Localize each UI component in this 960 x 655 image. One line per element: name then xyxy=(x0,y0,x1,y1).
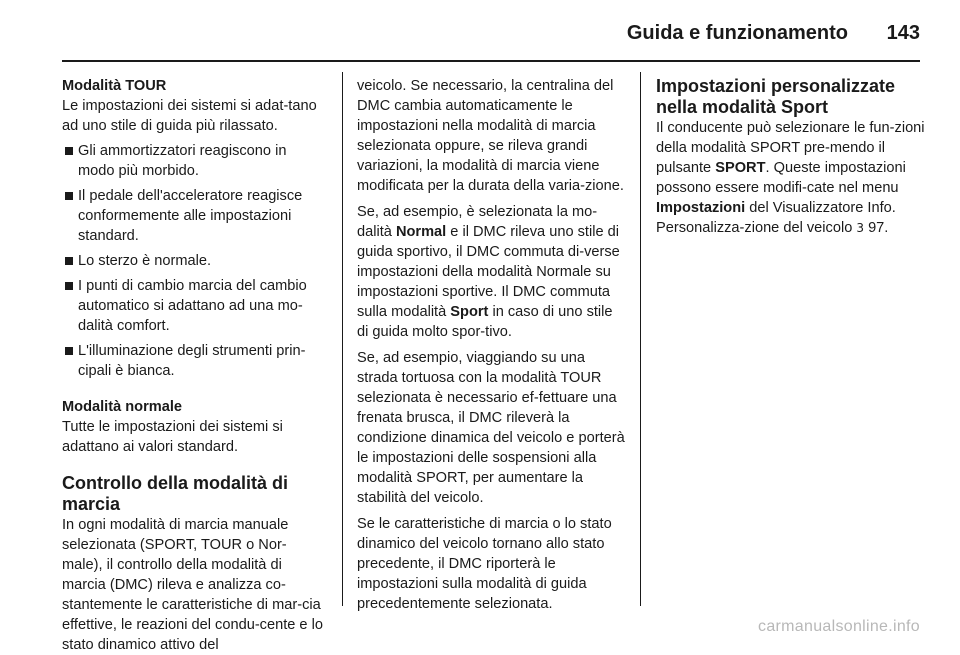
dmc-paragraph-1: veicolo. Se necessario, la centralina del DMC cambia automaticamente le impostazioni nella modalità di marcia selezionata oppure, se rileva grandi variazioni, la modalità di marcia viene modificata per la durata della varia-zione. xyxy=(357,78,624,194)
tour-mode-intro: Le impostazioni dei sistemi si adat-tano ad uno stile di guida più rilassato. xyxy=(62,98,317,134)
sport-settings-text: Il conducente può selezionare le fun-zioni della modalità SPORT pre-mendo il pulsante SPORT. Queste impostazioni possono essere modifi-cate nel menu Impostazioni del Visualizzatore Info. Personalizza-zione del veicolo 3 97. xyxy=(656,120,925,236)
sport-settings-heading: Impostazioni personalizzate nella modalità Sport xyxy=(656,76,896,117)
page-number: 143 xyxy=(886,22,920,44)
bullet-square-icon xyxy=(65,347,73,355)
dmc-paragraph-4: Se le caratteristiche di marcia o lo stato dinamico del veicolo tornano allo stato precedente, il DMC riporterà le impostazioni sulla modalità di guida precedentemente selezionata. xyxy=(357,516,612,612)
list-item: Lo sterzo è normale. xyxy=(62,251,324,271)
dmc-paragraph-3: Se, ad esempio, viaggiando su una strada tortuosa con la modalità TOUR selezionata è necessario ef-fettuare una frenata brusca, il DMC rileverà la condizione dinamica del veicolo e porterà le impostazioni delle sospensioni alla modalità SPORT, per aumentare la stabilità del veicolo. xyxy=(357,350,625,506)
tour-mode-heading: Modalità TOUR xyxy=(62,78,167,94)
settings-menu-label: Impostazioni xyxy=(656,200,746,216)
dmc-text: In ogni modalità di marcia manuale selezionata (SPORT, TOUR o Nor-male), il controllo della modalità di marcia (DMC) rileva e analizza co-stantemente le caratteristiche di mar-cia effettive, le reazioni del condu-cente e lo stato dinamico attivo del xyxy=(62,517,323,653)
column-divider-2 xyxy=(640,72,641,606)
bullet-square-icon xyxy=(65,257,73,265)
header-rule xyxy=(62,60,920,62)
column-2 xyxy=(357,76,627,614)
sport-mode-label: Sport xyxy=(450,304,489,320)
bullet-square-icon xyxy=(65,147,73,155)
sport-button-label: SPORT xyxy=(715,160,766,176)
page-reference-arrow-icon: 3 xyxy=(856,221,865,235)
watermark: carmanualsonline.info xyxy=(758,618,920,635)
bullet-square-icon xyxy=(65,282,73,290)
normal-mode-text: Tutte le impostazioni dei sistemi si adattano ai valori standard. xyxy=(62,419,283,455)
bullet-square-icon xyxy=(65,192,73,200)
normal-mode-label: Normal xyxy=(395,224,447,240)
list-item: L'illuminazione degli strumenti prin-cipali è bianca. xyxy=(62,341,324,381)
dmc-heading: Controllo della modalità di marcia xyxy=(62,473,289,514)
column-3 xyxy=(656,76,926,238)
normal-mode-heading: Modalità normale xyxy=(62,399,183,415)
list-item: I punti di cambio marcia del cambio automatico si adattano ad una mo-dalità comfort. xyxy=(62,276,324,336)
page-header-title: Guida e funzionamento xyxy=(626,22,848,44)
page-reference: 97. xyxy=(864,220,889,236)
tour-mode-list xyxy=(62,141,324,381)
dmc-paragraph-2: Se, ad esempio, è selezionata la mo-dalità Normal e il DMC rileva uno stile di guida sportivo, il DMC commuta di-verse impostazioni della modalità Normale su impostazioni sportive. Il DMC commuta sulla modalità Sport in caso di uno stile di guida molto spor-tivo. xyxy=(357,204,620,340)
list-item: Gli ammortizzatori reagiscono in modo più morbido. xyxy=(62,141,324,181)
column-divider-1 xyxy=(342,72,343,606)
list-item: Il pedale dell'acceleratore reagisce conformemente alle impostazioni standard. xyxy=(62,186,324,246)
column-1 xyxy=(62,76,324,655)
